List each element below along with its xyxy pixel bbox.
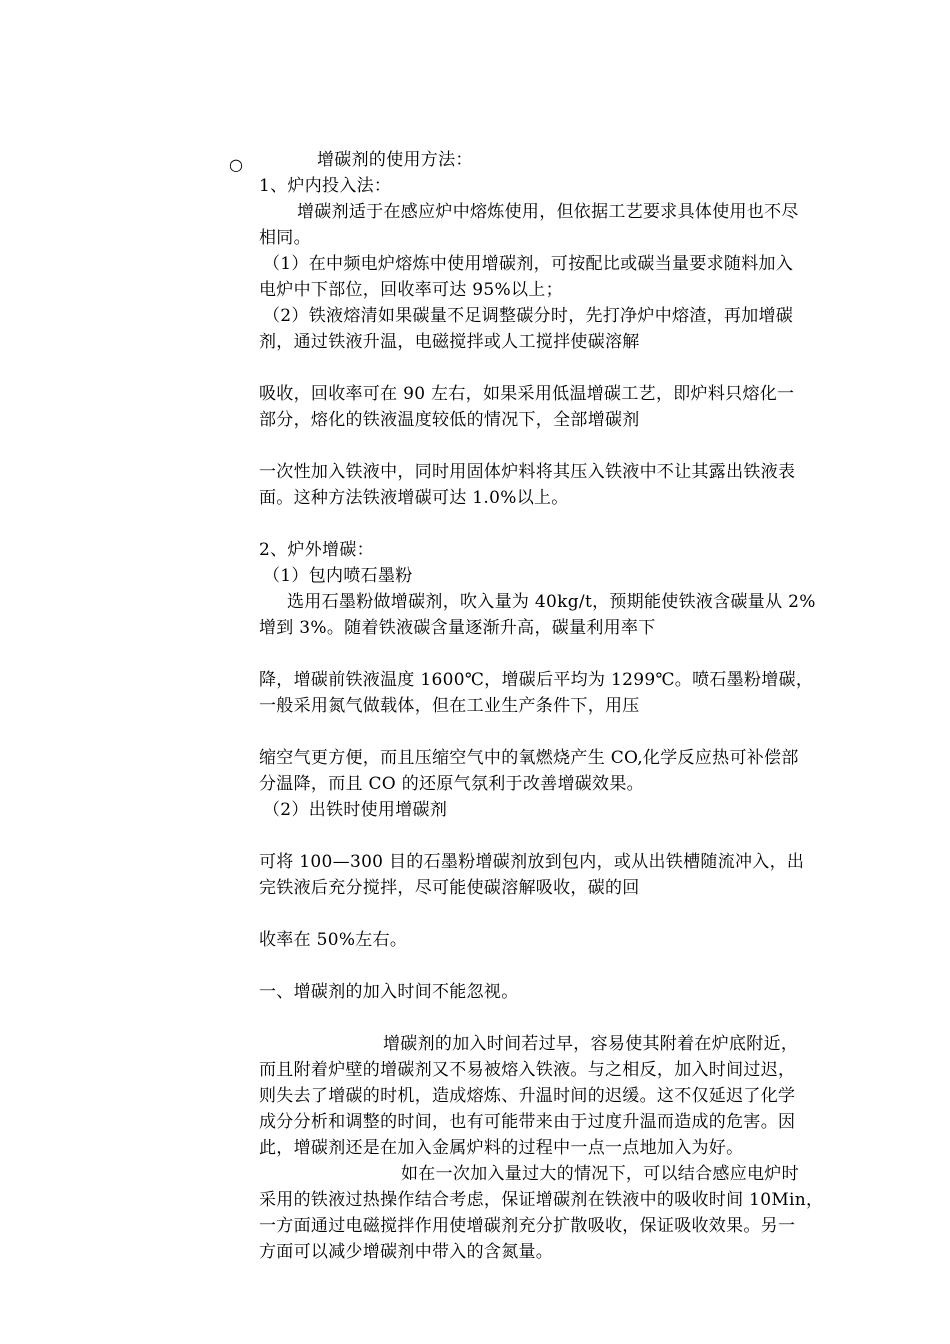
paragraph-line: 一方面通过电磁搅拌作用使增碳剂充分扩散吸收，保证吸收效果。另一 [259,1216,796,1236]
paragraph-line: 增到 3%。随着铁液碳含量逐渐升高，碳量利用率下 [259,618,656,638]
paragraph-line: 可将 100—300 目的石墨粉增碳剂放到包内，或从出铁槽随流冲入，出 [259,852,805,872]
paragraph-line: 部分，熔化的铁液温度较低的情况下，全部增碳剂 [259,410,640,430]
paragraph-line: 一次性加入铁液中，同时用固体炉料将其压入铁液中不让其露出铁液表 [259,462,796,482]
paragraph-line: 则失去了增碳的时机，造成熔炼、升温时间的迟缓。这不仅延迟了化学 [259,1086,796,1106]
paragraph-line: （1）在中频电炉熔炼中使用增碳剂，可按配比或碳当量要求随料加入 [263,254,794,274]
paragraph-line: 缩空气更方便，而且压缩空气中的氧燃烧产生 CO,化学反应热可补偿部 [259,748,799,768]
list-bullet-icon: ○ [229,155,243,174]
paragraph-line: 相同。 [259,228,311,248]
paragraph-line: 采用的铁液过热操作结合考虑，保证增碳剂在铁液中的吸收时间 10Min， [259,1190,824,1210]
paragraph-line: 剂，通过铁液升温，电磁搅拌或人工搅拌使碳溶解 [259,332,640,352]
subheading-tapping: （2）出铁时使用增碳剂 [263,800,448,820]
paragraph-line: 增碳剂适于在感应炉中熔炼使用，但依据工艺要求具体使用也不尽 [297,202,799,222]
paragraph-line: 一般采用氮气做载体，但在工业生产条件下，用压 [259,696,640,716]
paragraph-line: 此，增碳剂还是在加入金属炉料的过程中一点一点地加入为好。 [259,1138,744,1158]
section-title: 增碳剂的使用方法： [317,150,473,170]
document-body [259,147,859,1265]
paragraph-line: 吸收，回收率可在 90 左右，如果采用低温增碳工艺，即炉料只熔化一 [259,384,795,404]
paragraph-line: 降，增碳前铁液温度 1600℃，增碳后平均为 1299℃。喷石墨粉增碳， [259,670,814,690]
paragraph-line: 如在一次加入量过大的情况下，可以结合感应电炉时 [401,1164,799,1184]
heading-timing: 一、增碳剂的加入时间不能忽视。 [259,982,519,1002]
paragraph-line: （2）铁液熔清如果碳量不足调整碳分时，先打净炉中熔渣，再加增碳 [263,306,794,326]
subheading-graphite-injection: （1）包内喷石墨粉 [263,566,413,586]
paragraph-line: 而且附着炉壁的增碳剂又不易被熔入铁液。与之相反，加入时间过迟， [259,1060,796,1080]
paragraph-line: 分温降，而且 CO 的还原气氛利于改善增碳效果。 [259,774,644,794]
paragraph-line: 成分分析和调整的时间，也有可能带来由于过度升温而造成的危害。因 [259,1112,796,1132]
paragraph-line: 增碳剂的加入时间若过早，容易使其附着在炉底附近， [383,1034,799,1054]
paragraph-line: 选用石墨粉做增碳剂，吹入量为 40kg/t，预期能使铁液含碳量从 2% [287,592,816,612]
heading-furnace-inside: 1、炉内投入法： [259,176,392,196]
paragraph-line: 面。这种方法铁液增碳可达 1.0%以上。 [259,488,569,508]
paragraph-line: 完铁液后充分搅拌，尽可能使碳溶解吸收，碳的回 [259,878,640,898]
paragraph-line: 收率在 50%左右。 [259,930,408,950]
paragraph-line: 方面可以减少增碳剂中带入的含氮量。 [259,1242,554,1262]
paragraph-line: 电炉中下部位，回收率可达 95%以上； [259,280,563,300]
heading-furnace-outside: 2、炉外增碳： [259,540,374,560]
